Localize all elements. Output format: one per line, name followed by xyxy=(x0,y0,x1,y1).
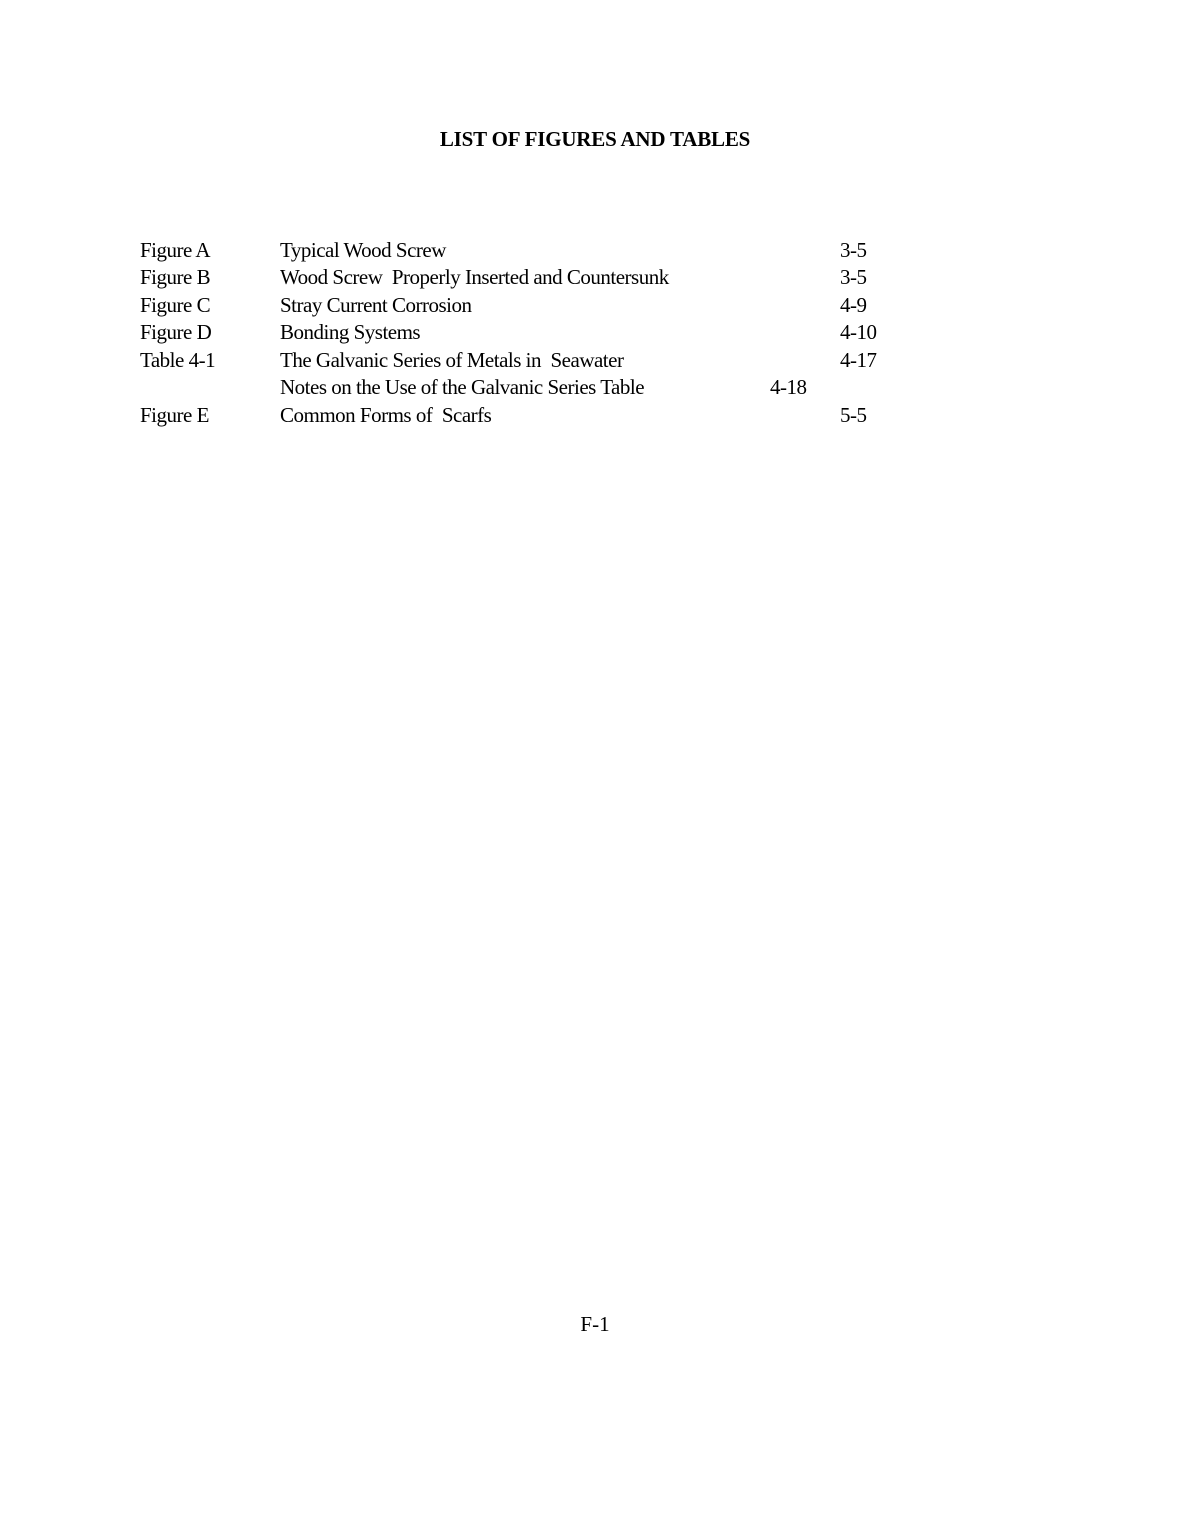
toc-entry xyxy=(0,265,1190,292)
entry-description: Stray Current Corrosion xyxy=(280,293,472,317)
entry-page: 4-17 xyxy=(840,348,877,372)
entry-page: 4-10 xyxy=(840,320,877,344)
toc-entry xyxy=(0,238,1190,265)
toc-entry xyxy=(0,375,1190,402)
entry-label: Table 4-1 xyxy=(140,348,216,372)
entry-description: Bonding Systems xyxy=(280,320,421,344)
toc-entry xyxy=(0,320,1190,347)
toc-entry xyxy=(0,348,1190,375)
entry-description: Common Forms of Scarfs xyxy=(280,403,492,427)
entry-page: 3-5 xyxy=(840,238,867,262)
toc-entry xyxy=(0,293,1190,320)
entry-label: Figure A xyxy=(140,238,211,262)
entry-label: Figure E xyxy=(140,403,209,427)
entry-description: The Galvanic Series of Metals in Seawater xyxy=(280,348,624,372)
entry-page: 5-5 xyxy=(840,403,867,427)
entry-label: Figure C xyxy=(140,293,211,317)
toc-entry xyxy=(0,403,1190,430)
entry-description: Wood Screw Properly Inserted and Countersunk xyxy=(280,265,669,289)
entry-label: Figure D xyxy=(140,320,212,344)
entry-label: Figure B xyxy=(140,265,211,289)
entry-description: Notes on the Use of the Galvanic Series Table xyxy=(280,375,645,399)
page-number: F-1 xyxy=(580,1312,610,1336)
entry-description: Typical Wood Screw xyxy=(280,238,446,262)
entry-page: 4-18 xyxy=(770,375,807,399)
page-title: LIST OF FIGURES AND TABLES xyxy=(439,127,751,151)
entry-page: 3-5 xyxy=(840,265,867,289)
entry-page: 4-9 xyxy=(840,293,867,317)
